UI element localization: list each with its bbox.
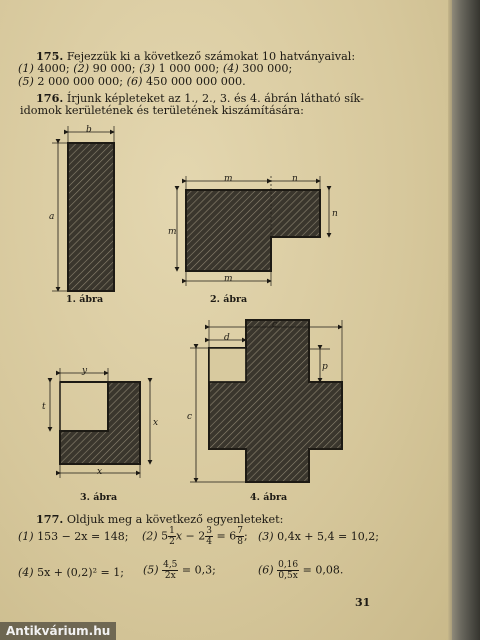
eq3-label: (3) [258,530,274,543]
eq2-c-den: 8 [237,537,243,547]
problem-177-number: 177. [36,512,64,526]
eq5-num: 4,5 [163,560,178,570]
item-value: 450 000 000 000. [146,75,246,88]
eq5-den: 2x [164,571,176,581]
eq2-b-frac [205,526,213,547]
item-value: 90 000; [92,62,136,75]
item-value: 4000; [37,62,70,75]
equation-1 [18,530,128,543]
problem-177-line1 [36,512,283,527]
item-label: (4) [222,62,239,75]
figure-1 [52,126,114,291]
eq2-b-num: 3 [206,526,212,536]
eq3-text: 0,4x + 5,4 = 10,2; [277,530,379,543]
problem-176-number: 176. [36,91,64,105]
item-label: (1) [18,62,34,75]
fig1-caption: 1. ábra [66,294,104,305]
eq4-label: (4) [18,566,34,579]
fig3-label-left: t [42,402,46,412]
eq2-c-frac [236,526,244,547]
fig3-caption: 3. ábra [80,492,118,503]
figure-3 [50,368,150,478]
fig4-label-inner-top: d [224,333,230,343]
eq5-label: (5) [143,563,159,577]
equation-3 [258,530,379,543]
figure-4 [190,320,342,482]
eq2-a-den: 2 [169,537,175,547]
fig2-label-top-left: m [224,174,233,184]
item-label: (2) [73,62,90,75]
fig1-label-height: a [49,212,55,222]
eq6-den: 0,5x [278,571,298,581]
equation-2: (2) 5 $\frac{1}{2}$ x − 2 $\frac{3}{4}$ = 6 $\frac{7}{8}$ ; [142,526,248,547]
eq2-c-num: 7 [237,526,243,536]
item-label: (6) [126,75,143,88]
book-spine [452,0,480,640]
eq2-c-whole: 6 [229,529,237,543]
eq5-rhs: = 0,3; [181,563,216,577]
fig2-label-top-right: n [292,174,298,184]
eq6-frac [277,560,299,581]
problem-175-number: 175. [36,49,64,63]
eq4-text: 5x + (0,2)² = 1; [37,566,124,579]
eq6-num: 0,16 [278,560,299,570]
equation-6 [258,560,343,581]
fig2-label-bottom: m [224,274,233,284]
fig2-caption: 2. ábra [210,294,248,305]
fig2-label-right: n [332,209,338,219]
fig2-label-left: m [168,227,177,237]
eq2-label: (2) [142,529,158,543]
fig4-label-left: c [187,412,193,422]
item-value: 2 000 000 000; [37,75,124,88]
eq2-a-num: 1 [169,526,175,536]
fig3-label-bottom: x [97,467,103,477]
eq2-a-frac [168,526,176,547]
eq1-label: (1) [18,530,34,543]
eq6-rhs: = 0,08. [302,563,344,577]
fig4-label-top: c [272,320,278,330]
equation-5 [143,560,216,581]
eq2-b-den: 4 [206,537,212,547]
problem-176-text-2: idomok kerületének és területének kiszámítására: [20,104,304,117]
item-label: (5) [18,75,34,88]
eq2-a-whole: 5 [161,529,169,543]
problem-177-text: Oldjuk meg a következő egyenleteket: [66,513,284,526]
fig4-caption: 4. ábra [250,492,288,503]
eq6-label: (6) [258,563,274,577]
fig3-label-right: x [153,418,159,428]
watermark-logo: Antikvárium.hu [0,622,116,640]
figure-2 [177,176,329,286]
eq2-b-whole: 2 [198,529,206,543]
eq5-frac [162,560,178,581]
problem-176-text: Írjunk képleteket az 1., 2., 3. és 4. ábrán látható sík- [66,92,364,105]
item-value: 1 000 000; [158,62,220,75]
fig1-label-width: b [86,125,92,135]
problem-175-text: Fejezzük ki a következő számokat 10 hatványaival: [66,50,356,63]
eq1-text: 153 − 2x = 148; [37,530,129,543]
item-label: (3) [139,62,155,75]
equation-4 [18,566,124,579]
fig3-label-top: y [82,366,88,376]
page-number: 31 [355,596,371,609]
fig4-label-right-inner: p [322,362,328,372]
item-value: 300 000; [242,62,293,75]
